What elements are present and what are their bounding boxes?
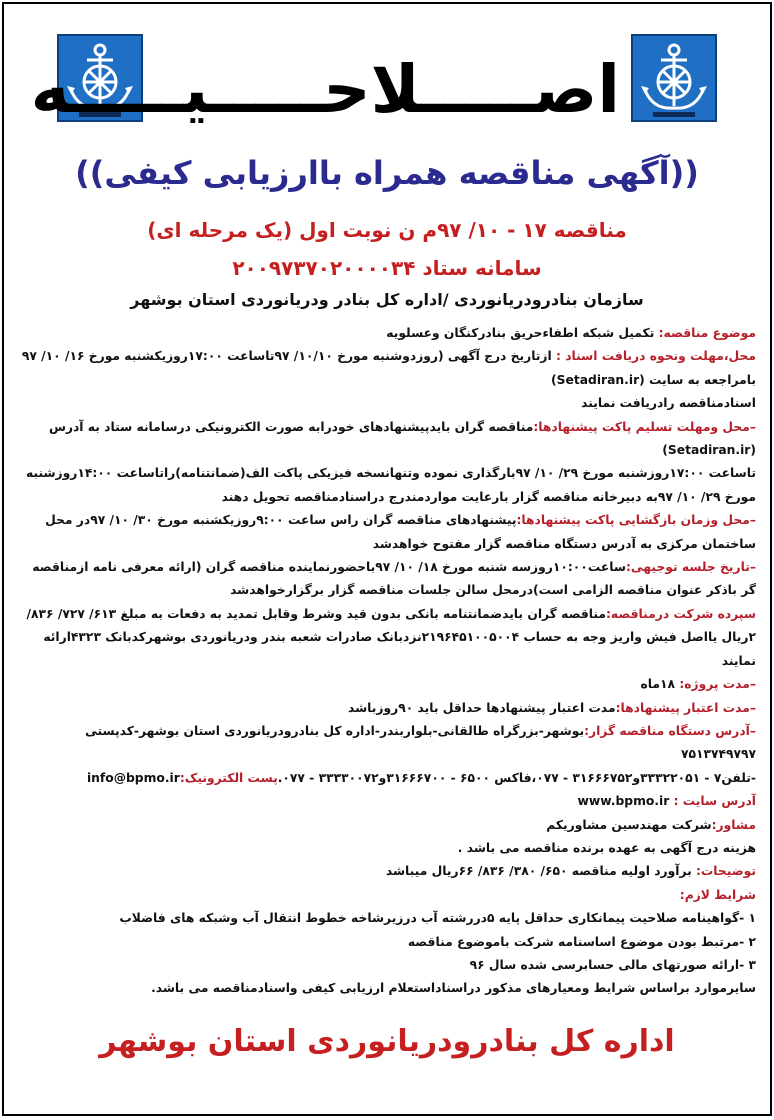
requirements-label: شرایط لازم: xyxy=(679,887,756,902)
website-item xyxy=(18,790,756,813)
duration-text: ۱۸ماه xyxy=(640,677,680,692)
subject-text: تکمیل شبکه اطفاءحریق بنادرکنگان وعسلویه xyxy=(386,326,659,340)
other-conditions xyxy=(18,977,756,1000)
cost-item xyxy=(18,837,756,860)
duration-label: –مدت پروژه: xyxy=(679,677,756,692)
documents-label: محل،مهلت ونحوه دریافت اسناد : xyxy=(556,349,756,364)
consultant-item xyxy=(18,814,756,837)
deposit-label: سپرده شرکت درمناقصه: xyxy=(606,606,756,621)
opening-text: پیشنهادهای مناقصه گران راس ساعت ۹:۰۰روزیکشنبه مورخ ۳۰/ ۱۰/ ۹۷در محل ساختمان مرکزی به آدرس دستگاه مناقصه گزار مفتوح خواهدشد xyxy=(45,513,756,551)
notice-page xyxy=(2,2,772,1116)
page-title: اصـــــلاحـــــیـــــه xyxy=(30,51,620,128)
cost-text: هزینه درج آگهی به عهده برنده مناقصه می باشد . xyxy=(457,840,756,855)
anchor-icon xyxy=(633,36,715,120)
opening-item xyxy=(18,509,756,556)
requirement-2 xyxy=(18,931,756,954)
other-conditions-text: سایرموارد براساس شرایط ومعیارهای مذکور دراسناداستعلام ارزیابی کیفی واسنادمناقصه می باشد. xyxy=(151,981,756,996)
address-item xyxy=(18,720,756,767)
footer-organization: اداره کل بنادرودریانوردی استان بوشهر xyxy=(99,1024,675,1059)
deposit-text: مناقصه گران بایدضمانتنامه بانکی بدون قید وشرط وقابل تمدید به دفعات به مبلغ ۶۱۳/ ۷۲۷/ ۸۳۶/ ۲ریال یااصل فیش واریز وجه به حساب ۲۱۹۶۴۵۱۰۰۵۰۰۴نزدبانک صادرات شعبه بندر ودریانوردی بوشهرکدبانک ۴۳۲۳ارائه نمایند xyxy=(26,606,756,668)
documents-item xyxy=(18,345,756,392)
requirement-text: ۳ -ارائه صورتهای مالی حسابرسی شده سال ۹۶ xyxy=(469,957,756,972)
opening-label: –محل وزمان بازگشایی پاکت پیشنهادها: xyxy=(516,513,756,528)
subject-item xyxy=(18,322,756,345)
address-text: بوشهر-بزرگراه طالقانی-بلواربندر-اداره کل بنادرودریانوردی استان بوشهر-کدپستی ۷۵۱۳۷۴۹۷۹۷ xyxy=(85,723,756,762)
requirements-heading xyxy=(18,884,756,907)
consultant-text: شرکت مهندسین مشاوریکم xyxy=(546,817,712,832)
address-label: –آدرس دستگاه مناقصه گزار: xyxy=(584,723,756,738)
delivery-label: –محل ومهلت تسلیم پاکت پیشنهادها: xyxy=(533,419,756,434)
notes-item xyxy=(18,860,756,883)
email-label: پست الکترونیک: xyxy=(179,770,278,785)
delivery-text-2: تاساعت ۱۷:۰۰روزشنبه مورخ ۲۹/ ۱۰/ ۹۷بارگذاری نموده وتنهانسخه فیزیکی پاکت الف(ضمانتنامه)راتاساعت ۱۴:۰۰روزشنبه مورخ ۲۹/ ۱۰/ ۹۷به دبیرخانه مناقصه گزار بارعایت مواردمندرج دراسنادمناقصه تحویل دهند xyxy=(25,466,756,504)
briefing-text: ساعت۱۰:۰۰روزسه شنبه مورخ ۱۸/ ۱۰/ ۹۷باحضورنماینده مناقصه گران (ارائه معرفی نامه ازمناقصه گر باذکر عنوان مناقصه الزامی است)درمحل سالن جلسات مناقصه گزار برگزارخواهدشد xyxy=(32,560,756,598)
delivery-text: مناقصه گران بایدپیشنهادهای خودرابه صورت الکترونیکی درسامانه ستاد به آدرس (Setadiran.ir) xyxy=(48,419,756,458)
requirement-1 xyxy=(18,907,756,930)
phone-text: -تلفن۷ - ۳۳۳۲۲۰۵۱و۳۱۶۶۶۷۵۲ - ۰۷۷،فاکس ۶۵۰۰ - ۳۱۶۶۶۷۰۰و۳۳۳۳۰۰۷۲ - ۰۷۷. xyxy=(277,770,756,785)
ports-organization-logo xyxy=(631,34,717,122)
documents-text: ازتاریخ درج آگهی (روزدوشنبه مورخ ۱۰/۱۰/ ۹۷تاساعت ۱۷:۰۰روزیکشنبه مورخ ۱۶/ ۱۰/ ۹۷ بامراجعه به سایت (Setadiran.ir) xyxy=(21,349,756,387)
email-link[interactable]: info@bpmo.ir xyxy=(86,770,180,785)
notice-subtitle: ((آگهی مناقصه همراه باارزیابی کیفی)) xyxy=(75,154,699,192)
notice-body xyxy=(18,322,756,1001)
website-link[interactable]: www.bpmo.ir xyxy=(577,794,670,809)
organization-name: سازمان بنادرودریانوردی /اداره کل بنادر ودریانوردی استان بوشهر xyxy=(130,290,644,309)
notes-text: برآورد اولیه مناقصه ۶۵۰/ ۳۸۰/ ۸۳۶/ ۶۶ریال میباشد xyxy=(385,864,697,879)
tender-number: مناقصه ۱۷ - ۱۰/ ۹۷م ن نوبت اول (یک مرحله ای) xyxy=(147,218,627,242)
requirement-text: ۲ -مرتبط بودن موضوع اساسنامه شرکت باموضوع مناقصه xyxy=(407,934,756,949)
contact-item xyxy=(18,767,756,790)
duration-item xyxy=(18,673,756,696)
validity-label: –مدت اعتبار پیشنهادها: xyxy=(615,700,756,715)
requirement-3 xyxy=(18,954,756,977)
subject-label: موضوع مناقصه: xyxy=(658,326,756,340)
briefing-item xyxy=(18,556,756,603)
documents-text-2: اسنادمناقصه رادریافت نمایند xyxy=(581,396,756,411)
delivery-item xyxy=(18,416,756,463)
notes-label: توضیحات: xyxy=(696,864,756,879)
consultant-label: مشاور: xyxy=(711,817,756,832)
briefing-label: –تاریخ جلسه توجیهی: xyxy=(625,560,756,575)
website-label: آدرس سایت : xyxy=(673,794,756,809)
requirement-text: ۱ -گواهینامه صلاحیت پیمانکاری حداقل پایه ۵دررشته آب درزیرشاخه خطوط انتقال آب وشبکه های فاضلاب xyxy=(119,911,756,926)
deposit-item xyxy=(18,603,756,673)
validity-text: مدت اعتبار پیشنهادها حداقل باید ۹۰روزباشد xyxy=(347,700,616,715)
setad-number: سامانه ستاد ۲۰۰۹۷۳۷۰۲۰۰۰۰۳۴ xyxy=(232,256,542,280)
documents-item-continued xyxy=(18,392,756,415)
delivery-item-continued xyxy=(18,462,756,509)
validity-item xyxy=(18,697,756,720)
